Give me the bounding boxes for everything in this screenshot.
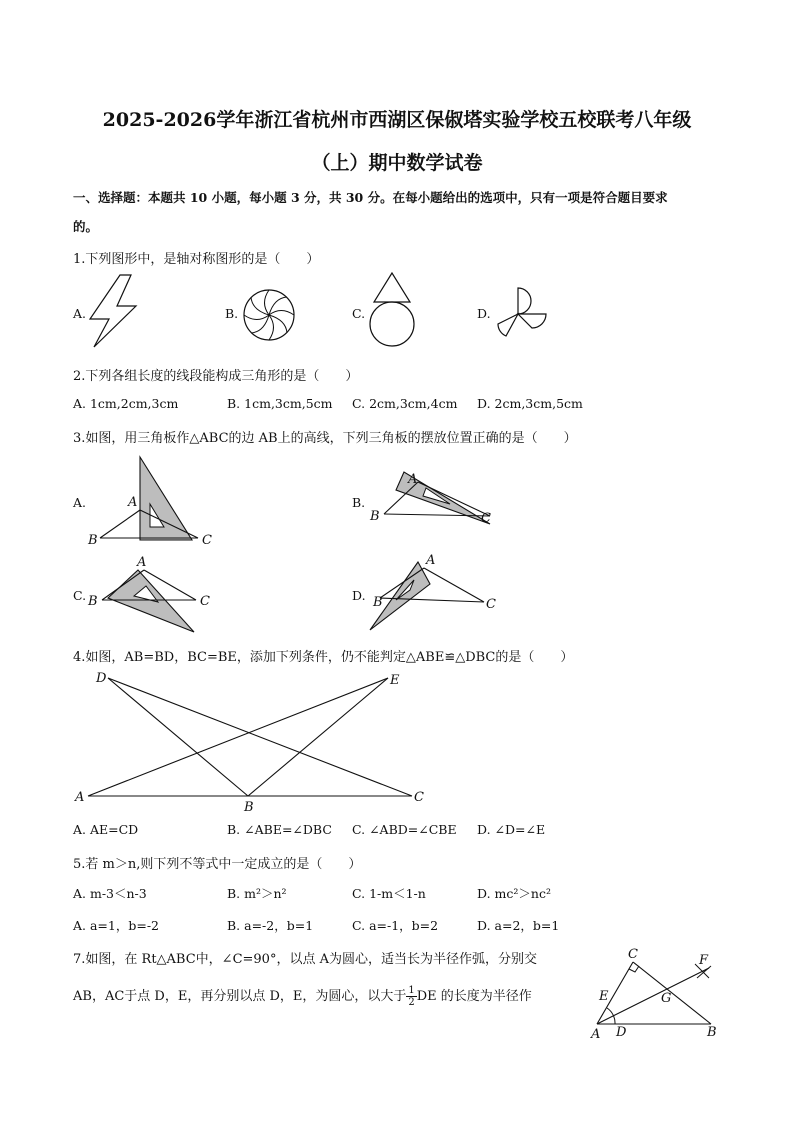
q7-figure: [585, 944, 725, 1042]
q5-option-b: B. m²＞n²: [227, 886, 287, 901]
q7-line2-part-b: DE 的长度为半径作: [416, 989, 532, 1004]
q3d-label-a: A: [426, 553, 436, 568]
q1-figure-circle-curves: [240, 286, 298, 344]
q1-option-d: D.: [477, 306, 491, 321]
q2-stem: 2.下列各组长度的线段能构成三角形的是（ ）: [73, 369, 359, 384]
q3b-label-b: B: [370, 509, 380, 524]
q4-stem: 4.如图，AB=BD，BC=BE，添加下列条件，仍不能判定△ABE≌△DBC的是（ ）: [73, 650, 574, 665]
q5-stem: 5.若 m＞n,则下列不等式中一定成立的是（ ）: [73, 857, 362, 872]
q2-option-a: A. 1cm,2cm,3cm: [73, 396, 179, 411]
q4-label-b: B: [244, 800, 254, 814]
q3d-label-b: B: [373, 595, 383, 610]
q4-option-b: B. ∠ABE=∠DBC: [227, 822, 332, 837]
q4-figure: [70, 668, 440, 814]
q3d-label-c: C: [486, 597, 496, 612]
q7-label-b: B: [707, 1025, 717, 1040]
q3-figure-a: [84, 452, 220, 547]
q6-option-b: B. a=-2，b=1: [227, 918, 314, 933]
section-heading: 一、选择题：本题共 10 小题，每小题 3 分，共 30 分。在每小题给出的选项中，只有一项是符合题目要求: [73, 190, 668, 205]
q3b-label-c: C: [481, 511, 491, 526]
q1-stem: 1.下列图形中，是轴对称图形的是（ ）: [73, 252, 320, 267]
q7-label-a: A: [591, 1027, 601, 1042]
q2-option-b: B. 1cm,3cm,5cm: [227, 396, 333, 411]
q4-option-a: A. AE=CD: [73, 822, 139, 837]
q6-option-c: C. a=-1，b=2: [352, 918, 439, 933]
q7-line1: 7.如图，在 Rt△ABC中，∠C=90°，以点 A为圆心，适当长为半径作弧，分别交: [73, 952, 537, 967]
paper-title-line1: 2025-2026学年浙江省杭州市西湖区保俶塔实验学校五校联考八年级: [102, 109, 692, 131]
fraction-denominator: 2: [408, 997, 415, 1008]
q3a-label-a: A: [128, 495, 138, 510]
q5-option-c: C. 1-m＜1-n: [352, 886, 426, 901]
q7-label-g: G: [661, 991, 672, 1006]
q4-option-c: C. ∠ABD=∠CBE: [352, 822, 457, 837]
q3-figure-b: [366, 466, 502, 530]
q3-option-a: A.: [73, 495, 87, 510]
q7-line2: [73, 985, 532, 1008]
q7-label-d: D: [616, 1025, 627, 1040]
q7-label-f: F: [699, 953, 709, 968]
q4-label-d: D: [96, 671, 107, 686]
paper-title-line2: （上）期中数学试卷: [311, 152, 483, 174]
q4-label-a: A: [75, 790, 85, 805]
q3-figure-c: [86, 552, 218, 634]
q2-option-d: D. 2cm,3cm,5cm: [477, 396, 583, 411]
q3b-label-a: A: [408, 472, 418, 487]
q1-figure-pinwheel: [494, 284, 552, 344]
q4-label-c: C: [414, 790, 424, 805]
q3-option-c: C.: [73, 588, 87, 603]
q5-option-a: A. m-3＜n-3: [73, 886, 147, 901]
q1-option-c: C.: [352, 306, 366, 321]
q6-option-a: A. a=1，b=-2: [73, 918, 160, 933]
q7-fraction: [406, 985, 416, 1008]
q3c-label-c: C: [200, 594, 210, 609]
q1-figure-lightning: [86, 272, 146, 350]
q1-option-a: A.: [73, 306, 87, 321]
q7-label-c: C: [628, 947, 638, 962]
q1-figure-triangle-circle: [366, 270, 418, 350]
section-heading-cont: 的。: [73, 219, 99, 234]
q5-option-d: D. mc²＞nc²: [477, 886, 551, 901]
q4-label-e: E: [390, 673, 400, 688]
q7-line2-part-a: AB，AC于点 D，E，再分别以点 D，E，为圆心，以大于: [73, 989, 407, 1004]
fraction-numerator: 1: [408, 985, 415, 996]
q3-option-d: D.: [352, 588, 366, 603]
q7-label-e: E: [599, 989, 609, 1004]
q3-figure-d: [366, 550, 502, 634]
q3-option-b: B.: [352, 495, 366, 510]
q6-option-d: D. a=2，b=1: [477, 918, 560, 933]
q3-stem: 3.如图，用三角板作△ABC的边 AB上的高线，下列三角板的摆放位置正确的是（ ）: [73, 431, 577, 446]
q1-option-b: B.: [225, 306, 239, 321]
q3c-label-b: B: [88, 594, 98, 609]
q4-option-d: D. ∠D=∠E: [477, 822, 546, 837]
q3c-label-a: A: [137, 555, 147, 570]
q3a-label-b: B: [88, 533, 98, 547]
q2-option-c: C. 2cm,3cm,4cm: [352, 396, 458, 411]
q3a-label-c: C: [202, 533, 212, 547]
